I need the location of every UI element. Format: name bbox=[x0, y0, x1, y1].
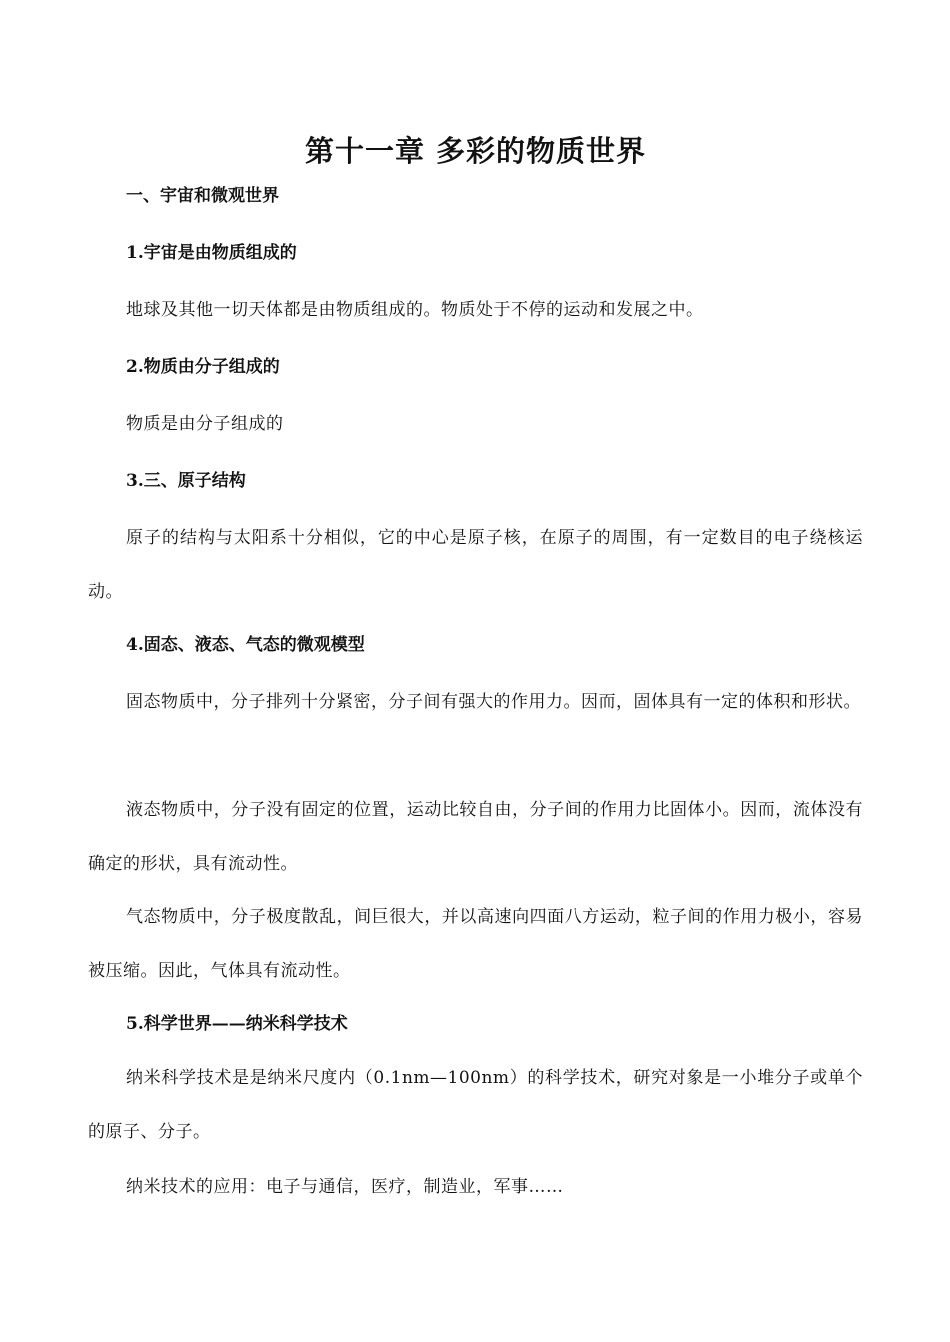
paragraph-1: 地球及其他一切天体都是由物质组成的。物质处于不停的运动和发展之中。 bbox=[126, 300, 704, 320]
paragraph-5: 液态物质中，分子没有固定的位置，运动比较自由，分子间的作用力比固体小。因而，流体没有确定的形状，具有流动性。 bbox=[88, 800, 863, 874]
subsection-heading-1: 1.宇宙是由物质组成的 bbox=[126, 243, 297, 263]
paragraph-3: 原子的结构与太阳系十分相似，它的中心是原子核，在原子的周围，有一定数目的电子绕核运动。 bbox=[88, 528, 863, 602]
subsection-heading-2: 2.物质由分子组成的 bbox=[126, 357, 280, 377]
paragraph-7: 纳米科学技术是是纳米尺度内（0.1nm—100nm）的科学技术，研究对象是一小堆分子或单个的原子、分子。 bbox=[88, 1068, 863, 1142]
document-page bbox=[88, 0, 863, 1342]
section-heading: 一、宇宙和微观世界 bbox=[126, 186, 279, 206]
chapter-title: 第十一章 多彩的物质世界 bbox=[304, 134, 647, 168]
paragraph-2: 物质是由分子组成的 bbox=[126, 414, 284, 434]
subsection-heading-5: 5.科学世界——纳米科学技术 bbox=[126, 1014, 348, 1034]
subsection-heading-3: 3.三、原子结构 bbox=[126, 471, 246, 491]
paragraph-6: 气态物质中，分子极度散乱，间巨很大，并以高速向四面八方运动，粒子间的作用力极小，容易被压缩。因此，气体具有流动性。 bbox=[88, 907, 863, 981]
paragraph-4: 固态物质中，分子排列十分紧密，分子间有强大的作用力。因而，固体具有一定的体积和形状。 bbox=[126, 692, 861, 712]
paragraph-8: 纳米技术的应用：电子与通信，医疗，制造业，军事…… bbox=[126, 1177, 564, 1197]
subsection-heading-4: 4.固态、液态、气态的微观模型 bbox=[126, 635, 365, 655]
